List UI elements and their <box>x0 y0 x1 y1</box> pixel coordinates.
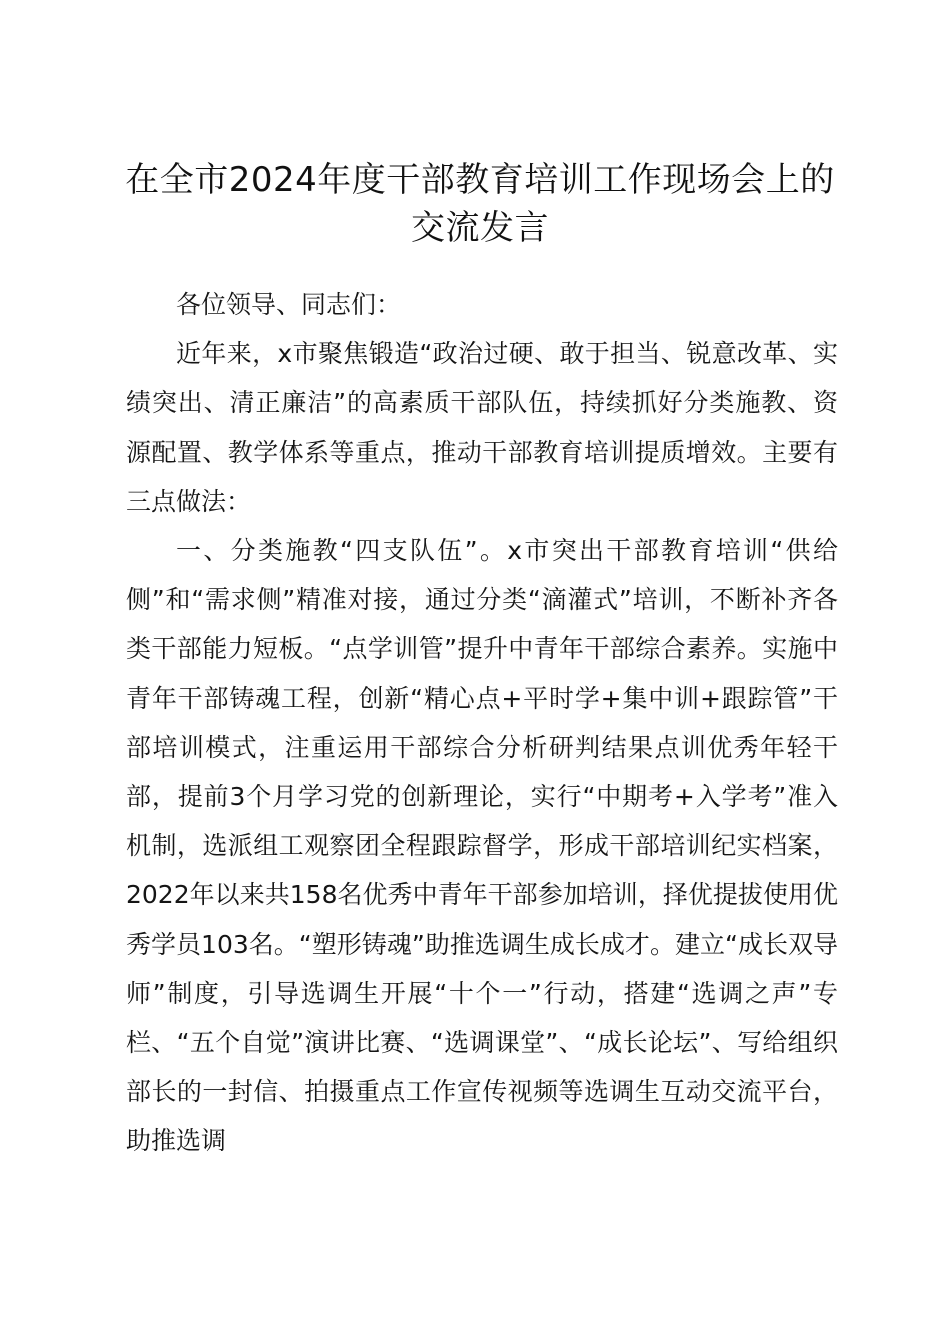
document-title: 在全市2024年度干部教育培训工作现场会上的交流发言 <box>125 160 835 248</box>
salutation: 各位领导、同志们： <box>176 290 402 319</box>
paragraph-intro: 近年来，x市聚焦锻造“政治过硬、敢于担当、锐意改革、实绩突出、清正廉洁”的高素质干部队伍，持续抓好分类施教、资源配置、教学体系等重点，推动干部教育培训提质增效。主要有三点做法： <box>126 339 838 516</box>
paragraph-section-one: 一、分类施教“四支队伍”。x市突出干部教育培训“供给侧”和“需求侧”精准对接，通过分类“滴灌式”培训，不断补齐各类干部能力短板。“点学训管”提升中青年干部综合素养。实施中青年干部铸魂工程，创新“精心点+平时学+集中训+跟踪管”干部培训模式，注重运用干部综合分析研判结果点训优秀年轻干部，提前3个月学习党的创新理论，实行“中期考+入学考”准入机制，选派组工观察团全程跟踪督学，形成干部培训纪实档案，2022年以来共158名优秀中青年干部参加培训，择优提拔使用优秀学员103名。“塑形铸魂”助推选调生成长成才。建立“成长双导师”制度，引导选调生开展“十个一”行动，搭建“选调之声”专栏、“五个自觉”演讲比赛、“选调课堂”、“成长论坛”、写给组织部长的一封信、拍摄重点工作宣传视频等选调生互动交流平台，助推选调 <box>126 536 838 1156</box>
document-body <box>126 280 838 1166</box>
